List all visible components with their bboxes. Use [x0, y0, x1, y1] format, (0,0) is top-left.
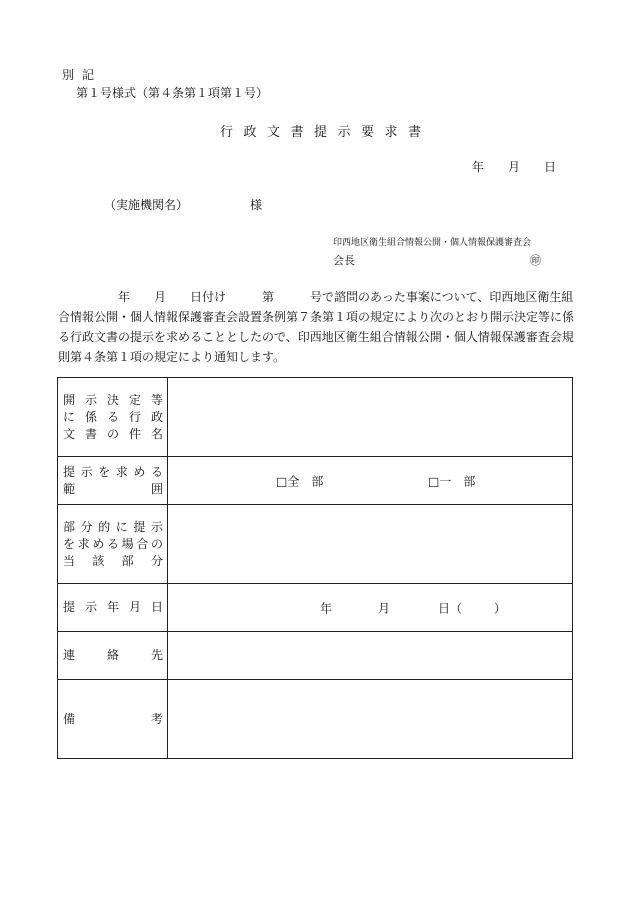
- remarks-field[interactable]: [168, 680, 573, 759]
- date-year-label: 年: [472, 160, 485, 174]
- notice-body: [58, 287, 578, 367]
- row-label-line: 部分的に提示: [63, 519, 163, 534]
- table-row-document-name: [58, 378, 573, 457]
- row-label-line: 提示を求める: [63, 464, 163, 479]
- betsu-ki-label: 別記: [62, 68, 103, 82]
- row-label-line: 開示決定等: [63, 392, 163, 407]
- row-label: [58, 378, 168, 457]
- recipient-honorific: 様: [250, 198, 263, 212]
- form-number: 第１号様式（第４条第１項第１号）: [76, 86, 269, 100]
- table-row-partial-portion: [58, 505, 573, 584]
- table-row-remarks: [58, 680, 573, 759]
- row-label: [58, 632, 168, 680]
- row-label-line: に係る行政: [63, 409, 163, 424]
- presentation-year-label: 年: [320, 601, 333, 615]
- date-month-label: 月: [508, 160, 521, 174]
- contact-field[interactable]: [168, 632, 573, 680]
- date-day-label: 日: [544, 160, 557, 174]
- presentation-weekday-close: ）: [494, 601, 507, 615]
- presentation-day-label: 日（: [438, 601, 463, 615]
- issuer-organization: 印西地区衛生組合情報公開・個人情報保護審査会: [333, 238, 532, 248]
- scope-options: [168, 457, 573, 505]
- issuer-title: 会長: [333, 254, 355, 267]
- row-label: [58, 457, 168, 505]
- row-label-line: 連絡先: [63, 648, 163, 662]
- row-label: [58, 584, 168, 632]
- document-name-field[interactable]: [168, 378, 573, 457]
- row-label-line: 当該部分: [63, 553, 163, 568]
- table-row-contact: [58, 632, 573, 680]
- scope-partial-checkbox[interactable]: □一 部: [428, 474, 476, 488]
- notice-body-line: 則第４条第１項の規定により通知します。: [58, 350, 286, 364]
- row-label-line: 提示年月日: [63, 600, 163, 614]
- scope-all-checkbox[interactable]: □全 部: [276, 474, 324, 488]
- row-label-line: 文書の件名: [63, 426, 163, 441]
- table-row-presentation-date: [58, 584, 573, 632]
- row-label-line: 備考: [63, 711, 163, 726]
- row-label: [58, 680, 168, 759]
- notice-body-line: る行政文書の提示を求めることとしたので、印西地区衛生組合情報公開・個人情報保護審査会規: [58, 330, 574, 344]
- presentation-month-label: 月: [378, 601, 391, 615]
- partial-portion-field[interactable]: [168, 505, 573, 584]
- row-label-line: 範囲: [63, 481, 163, 496]
- notice-body-line: 年 月 日付け 第 号で諮問のあった事案について、印西地区衛生組: [58, 290, 574, 304]
- request-form-table: [57, 377, 573, 759]
- row-label: [58, 505, 168, 584]
- document-title: 行政文書提示要求書: [220, 125, 432, 140]
- seal-mark: ㊞: [530, 254, 541, 267]
- presentation-date-field[interactable]: [168, 584, 573, 632]
- row-label-line: を求める場合の: [63, 536, 163, 551]
- agency-name-placeholder: （実施機関名）: [104, 198, 189, 212]
- table-row-scope: [58, 457, 573, 505]
- issue-date-line: [472, 158, 556, 175]
- notice-body-line: 合情報公開・個人情報保護審査会設置条例第７条第１項の規定により次のとおり開示決定等に係: [58, 310, 575, 324]
